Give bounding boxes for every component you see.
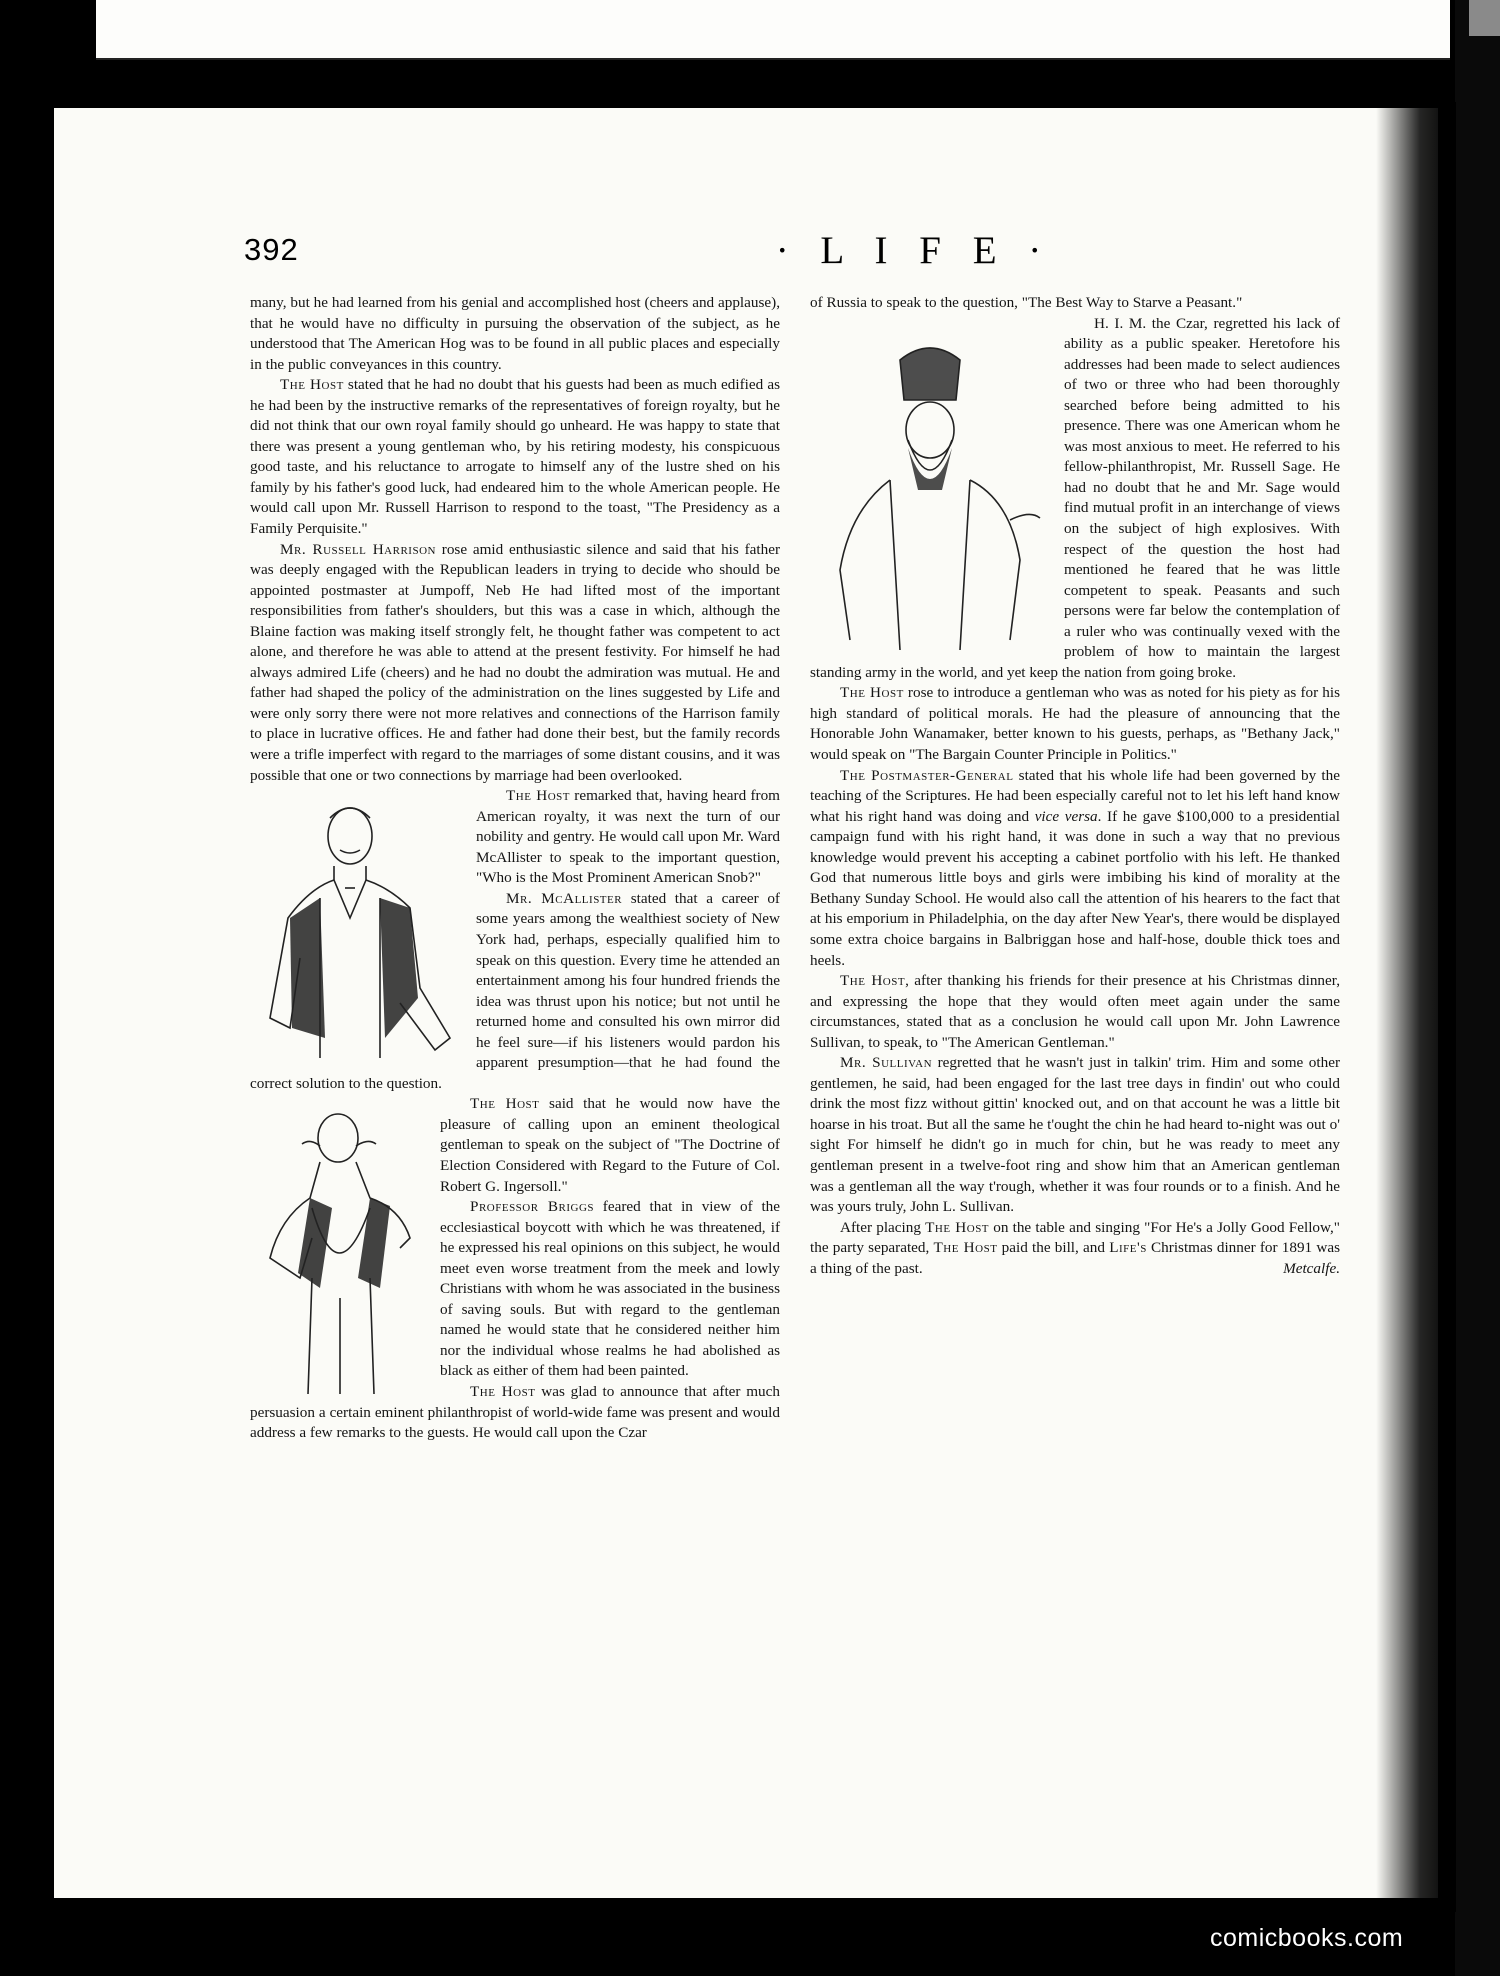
paragraph	[810, 683, 1340, 765]
paragraph-text: was glad to announce that after much persuasion a certain eminent philanthropist of world-wide fame was present and would address a few remarks to the guests. He would call upon the Czar	[250, 1382, 780, 1442]
speaker-name: Professor Briggs	[470, 1198, 595, 1216]
speaker-name: The Host	[506, 787, 570, 805]
paragraph-text: Christmas dinner for 1891 was a thing of the past.	[810, 1239, 1340, 1277]
speaker-name: Life's	[1109, 1239, 1147, 1257]
masthead-title: · L I F E ·	[775, 229, 1053, 272]
speaker-name: The Host	[840, 684, 904, 702]
paragraph-text: remarked that, having heard from American royalty, it was next the turn of our nobility and gentry. He would call upon Mr. Ward McAllister to speak to the important question, "Who is the Most Prominent American Snob?"	[476, 787, 780, 887]
paragraph	[810, 971, 1340, 1053]
paragraph	[250, 375, 780, 539]
paragraph	[810, 1053, 1340, 1217]
paragraph-text: stated that his whole life had been governed by the teaching of the Scriptures. He had been especially careful not to let his left hand know what his right hand was doing and	[810, 766, 1340, 825]
paragraph-text: stated that he had no doubt that his guests had been as much edified as he had been by the instructive remarks of the representatives of foreign royalty, but he did not think that our own royal family should go unheard. He was happy to state that there was present a young gentleman who, by his retiring modesty, his conspicuous good taste, and his reluctance to arrogate to himself any of the lustre shed on his family by his father's good luck, had endeared him to the whole American people. He would call upon Mr. Russell Harrison to respond to the toast, "The Presidency as a Family Perquisite."	[250, 376, 780, 538]
paragraph-text: many, but he had learned from his genial and accomplished host (cheers and applause), that he would have no difficulty in pursuing the observation of the subject, as he understood that The American Hog was to be found in all public places and especially in the public conveyances in this country.	[250, 294, 780, 373]
speaker-name: The Host	[840, 972, 906, 990]
paragraph-text: stated that a career of some years among the wealthiest society of New York had, perhaps, especially qualified him to speak on this question. Every time he attended an entertainment among his four hundred friends the idea was thrust upon his notice; but not until he returned home and consulted his own mirror did he feel sure—if his listeners would pardon his apparent presumption—that he had found the correct solution to the question.	[250, 889, 780, 1092]
paragraph-text: regretted that he wasn't just in talkin' trim. Him and some other gentlemen, he said, had been engaged for the last tree days in findin' out who could drink the most fizz without gittin' knocked out, and on that account he was a little bit hoarse in his troat. But all the same he t'ought the chin he had heard to-night was out o' sight For himself he didn't go in much for chin, but he was ready to meet any gentleman present in a twelve-foot ring and show him that an American gentleman was a gentleman all the way t'rough, whether it was four rounds or to a finish. And he was yours truly, John L. Sullivan.	[810, 1054, 1341, 1216]
left-column	[250, 293, 780, 1444]
paragraph-text: feared that in view of the ecclesiastical boycott with which he was threatened, if he expressed his real opinions on this subject, he would meet even worse treatment from the meek and lowly Christians with whom he was associated in the business of saving souls. But with regard to the gentleman named he would state that he considered neither him nor the individual whose realms he had abolished as black as either of them had been painted.	[440, 1198, 781, 1380]
speaker-name: The Host	[470, 1382, 536, 1400]
speaker-name: The Host	[280, 376, 344, 394]
paragraph-text: of Russia to speak to the question, "The Best Way to Starve a Peasant."	[810, 294, 1243, 311]
author-signature: Metcalfe.	[1283, 1259, 1340, 1277]
page-number: 392	[244, 232, 299, 267]
speaker-name: The Postmaster-General	[840, 766, 1014, 784]
illustration-czar	[810, 340, 1050, 660]
illustration-mcallister	[250, 1098, 428, 1398]
paragraph-text: said that he would now have the pleasure of calling upon an eminent theological gentleman to speak on the subject of "The Doctrine of Election Considered with Regard to the Future of Col. Robert G. Ingersoll."	[440, 1095, 780, 1195]
adjacent-page-strip	[96, 0, 1450, 60]
speaker-name: Mr. Russell Harrison	[280, 540, 436, 558]
paragraph	[810, 766, 1340, 971]
paragraph	[810, 1218, 1340, 1280]
speaker-name: Mr. Sullivan	[840, 1054, 933, 1072]
speaker-name: The Host	[470, 1095, 540, 1113]
paragraph	[810, 293, 1340, 314]
scan-edge-tab	[1469, 0, 1500, 36]
paragraph-text: on the table and singing "For He's a Jolly Good Fellow," the party separated,	[810, 1218, 1340, 1257]
paragraph-text: H. I. M. the Czar, regretted his lack of ability as a public speaker. Heretofore his addresses had been made to select audiences of two or three who had been thoroughly searched before being admitted to his presence. There was one American whom he was most anxious to meet. He referred to his fellow-philanthropist, Mr. Russell Sage. He had no doubt that he and Mr. Sage would find mutual profit in an interchange of views on the subject of high explosives. With respect of the question the host had mentioned he feared that he was little competent to speak. Peasants and such persons were far below the contemplation of a ruler who was continually vexed with the problem of how to maintain the largest standing army in the world, and yet keep the nation from going broke.	[810, 314, 1340, 681]
speaker-name: Mr. McAllister	[506, 889, 623, 907]
illustration-russell-harrison	[250, 788, 462, 1068]
paragraph-text: rose to introduce a gentleman who was as noted for his piety as for his high standard of political morals. He had the pleasure of announcing that the Honorable John Wanamaker, better known to his guests, perhaps, as "Bethany Jack," would speak on "The Bargain Counter Principle in Politics."	[810, 684, 1340, 764]
paragraph-text: paid the bill, and	[997, 1239, 1110, 1257]
paragraph-text: . If he gave $100,000 to a presidential campaign fund with his right hand, it was done in such a way that no previous knowledge would prevent his accepting a cabinet portfolio with his left. He thanked God that numerous little boys and girls were imbibing his kind of morality at the Bethany Sunday School. He would also call the attention of his hearers to the fact that at his emporium in Philadelphia, on the day after New Year's, there would be displayed some extra choice bargains in Balbriggan hose and half-hose, double thick toes and heels.	[810, 807, 1340, 969]
speaker-name: The Host	[933, 1239, 998, 1257]
italic-text: vice versa	[1034, 807, 1098, 825]
paragraph	[250, 293, 780, 375]
page-header	[244, 228, 1324, 278]
scan-right-edge	[1455, 0, 1500, 1976]
speaker-name: The Host	[925, 1218, 990, 1236]
paragraph-text: After placing	[840, 1218, 926, 1236]
right-column	[810, 293, 1340, 1279]
paragraph-text: , after thanking his friends for their presence at his Christmas dinner, and expressing the hope that they would often meet again under the same circumstances, stated that as a conclusion he would call upon Mr. John Lawrence Sullivan, to speak, to "The American Gentleman."	[810, 972, 1340, 1051]
paragraph	[250, 540, 780, 787]
watermark-text: comicbooks.com	[1210, 1924, 1404, 1952]
paragraph-text: rose amid enthusiastic silence and said that his father was deeply engaged with the Republican leaders in trying to decide who should be appointed postmaster at Jumpoff, Neb He had lifted most of the important responsibilities from father's shoulders, but this was a case in which, although the Blaine faction was making itself strongly felt, he thought father was competent to act alone, and therefore he was able to attend at the present festivity. For himself he had always admired Life (cheers) and he had no doubt the admiration was mutual. He and father had shaped the policy of the administration on the lines suggested by Life and were only sorry there were not more relatives and connections of the Harrison family to place in lucrative offices. He and father had done their best, but the family records were a trifle imperfect with regard to the marriages of some distant cousins, and it was possible that one or two connections by marriage had been overlooked.	[250, 540, 781, 784]
gutter-shadow	[1376, 102, 1456, 1912]
